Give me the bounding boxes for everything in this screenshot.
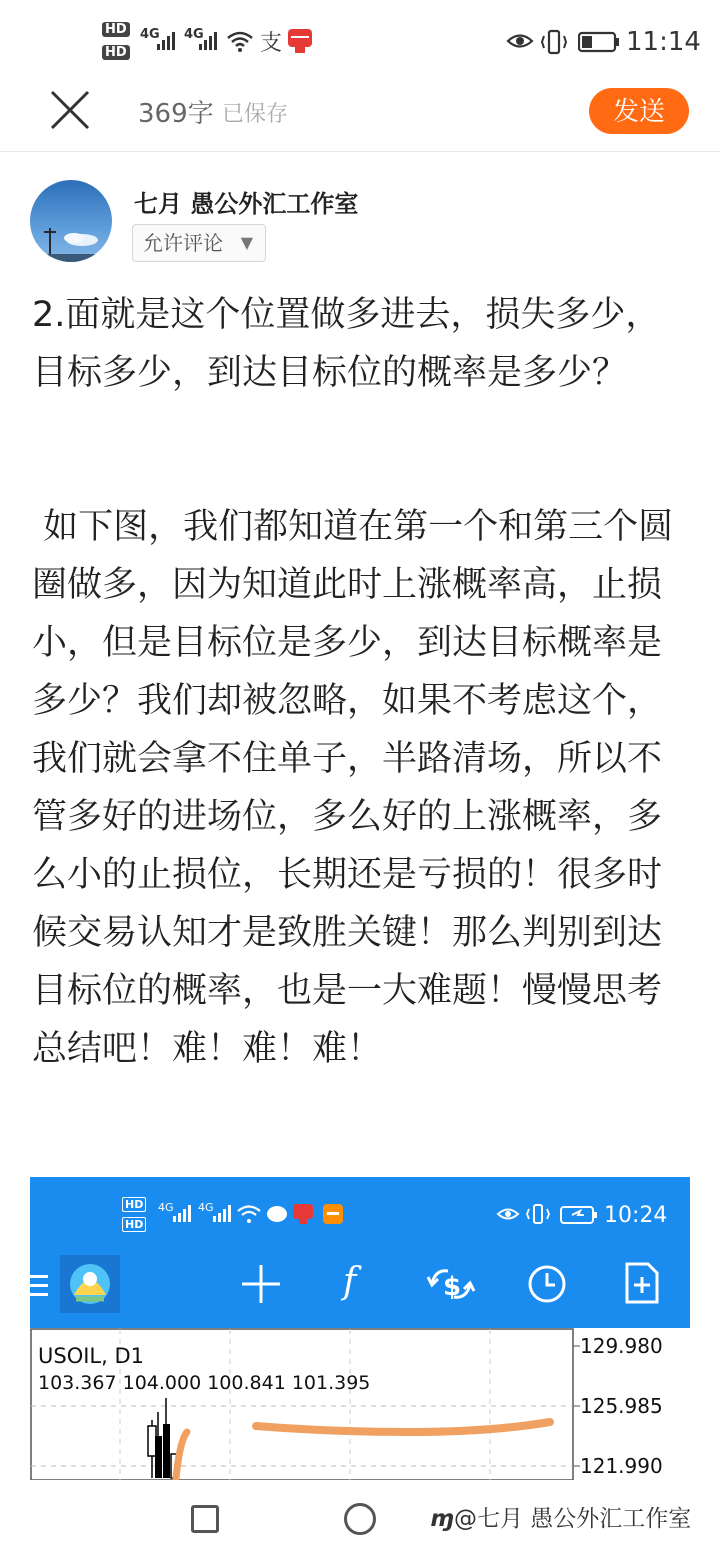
send-button[interactable]: 发送 bbox=[589, 88, 689, 134]
crosshair-icon[interactable] bbox=[240, 1263, 282, 1305]
embedded-message-icon bbox=[266, 1205, 288, 1225]
price-level: 121.990 bbox=[580, 1454, 663, 1478]
dropdown-arrow-icon: ▼ bbox=[240, 233, 253, 252]
net1-label: 4G bbox=[140, 27, 160, 42]
sim2-hd-badge: HD bbox=[102, 45, 130, 60]
home-button[interactable] bbox=[344, 1503, 376, 1535]
comment-setting-label: 允许评论 bbox=[143, 231, 223, 255]
clock-time: 11:14 bbox=[626, 27, 701, 57]
avatar-sky-image bbox=[30, 180, 112, 262]
alipay-icon: 支 bbox=[260, 31, 283, 56]
chart-symbol: USOIL, D1 bbox=[38, 1344, 145, 1368]
avatar[interactable] bbox=[30, 180, 112, 262]
menu-icon[interactable] bbox=[30, 1273, 50, 1299]
close-icon bbox=[48, 88, 92, 132]
embedded-screenshot[interactable] bbox=[30, 1177, 690, 1480]
word-count: 369字 bbox=[138, 99, 214, 129]
clock-icon[interactable] bbox=[526, 1263, 568, 1305]
eye-comfort-icon bbox=[506, 30, 534, 52]
recents-button[interactable] bbox=[191, 1505, 219, 1533]
price-chart[interactable] bbox=[30, 1328, 690, 1480]
signal-icon bbox=[198, 30, 220, 52]
embedded-clock-time: 10:24 bbox=[604, 1203, 668, 1228]
watermark-text: @七月 愚公外汇工作室 bbox=[453, 1506, 692, 1532]
trade-dollar-icon[interactable] bbox=[426, 1263, 476, 1305]
embedded-battery-charging-icon bbox=[560, 1205, 600, 1225]
embedded-eye-comfort-icon bbox=[496, 1205, 520, 1223]
indicator-f-icon[interactable]: f bbox=[343, 1261, 357, 1302]
embedded-app-notification-icon bbox=[322, 1203, 344, 1225]
vibrate-icon bbox=[540, 29, 568, 55]
saved-status: 已保存 bbox=[222, 102, 289, 127]
embedded-signal-icon bbox=[212, 1204, 232, 1224]
price-level: 129.980 bbox=[580, 1334, 663, 1358]
post-paragraph[interactable]: 如下图，我们都知道在第一个和第三个圆圈做多，因为知道此时上涨概率高，止损小，但是目标位是多少，到达目标概率是多少？我们却被忽略，如果不考虑这个，我们就会拿不住单子，半路清场，所以不管多好的进场位，多么好的上涨概率，多么小的止损位，长期还是亏损的！很多时候交易认知才是致胜关键！那么判别到达目标位的概率，也是一大难题！慢慢思考总结吧！难！难！难！ bbox=[32, 507, 674, 1069]
net2-label: 4G bbox=[184, 27, 204, 42]
embedded-app-bar bbox=[30, 1177, 690, 1328]
wifi-icon bbox=[226, 29, 254, 53]
author-name: 七月 愚公外汇工作室 bbox=[134, 190, 359, 218]
comment-setting-dropdown[interactable] bbox=[132, 224, 266, 262]
status-bar bbox=[0, 0, 720, 80]
embedded-sim2-badge: HD bbox=[122, 1217, 146, 1232]
close-button[interactable] bbox=[48, 88, 92, 132]
embedded-vibrate-icon bbox=[526, 1203, 550, 1225]
price-level: 125.985 bbox=[580, 1394, 663, 1418]
battery-icon bbox=[578, 31, 622, 53]
embedded-wifi-icon bbox=[236, 1203, 262, 1225]
svg-text:$: $ bbox=[443, 1272, 462, 1302]
chart-ohlc: 103.367 104.000 100.841 101.395 bbox=[38, 1372, 371, 1394]
signal-icon bbox=[156, 30, 178, 52]
embedded-app-notification-icon bbox=[292, 1203, 314, 1225]
embedded-signal-icon bbox=[172, 1204, 192, 1224]
embedded-net1-label: 4G bbox=[158, 1201, 174, 1214]
metatrader-logo[interactable] bbox=[60, 1255, 120, 1313]
header-divider bbox=[0, 151, 720, 152]
app-notification-icon bbox=[287, 28, 313, 54]
sim1-hd-badge: HD bbox=[102, 22, 130, 37]
post-paragraph[interactable]: 2.面就是这个位置做多进去，损失多少，目标多少，到达目标位的概率是多少？ bbox=[32, 295, 661, 393]
embedded-sim1-badge: HD bbox=[122, 1197, 146, 1212]
embedded-net2-label: 4G bbox=[198, 1201, 214, 1214]
new-order-icon[interactable] bbox=[624, 1261, 660, 1305]
watermark: ɱ@七月 愚公外汇工作室 bbox=[430, 1506, 692, 1532]
